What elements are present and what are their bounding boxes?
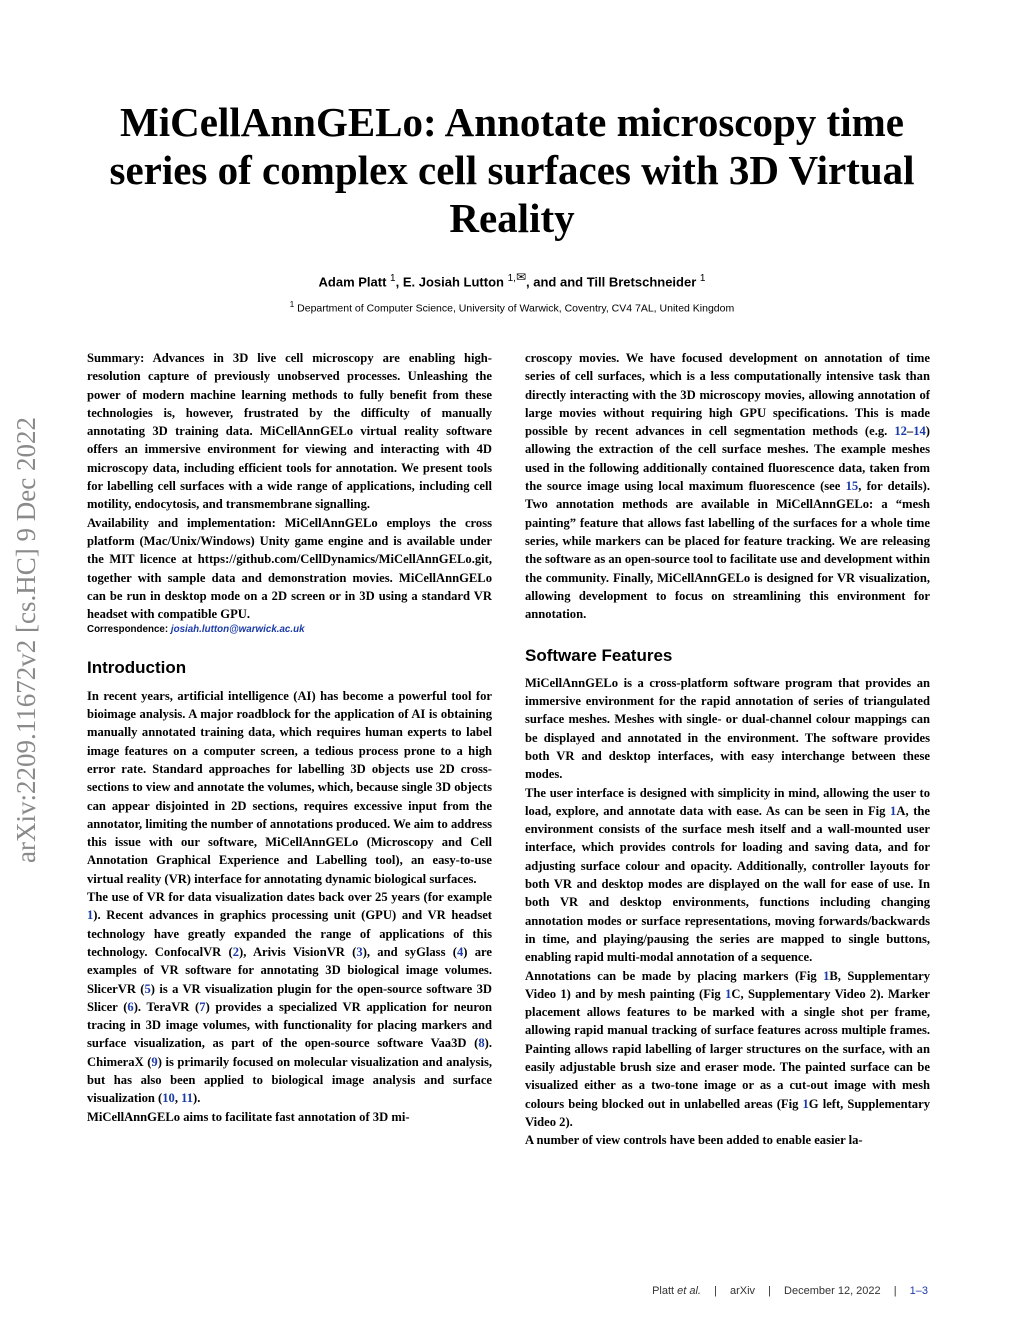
author-separator: , and and [526,274,584,290]
envelope-icon[interactable]: ✉ [515,270,527,284]
software-features-paragraph-4: A number of view controls have been added to enable easier la- [525,1133,863,1148]
intro-paragraph-2 [87,888,492,1108]
text-run: G left, Supplementary Video 2). [525,1096,930,1129]
text-run: A, the environment consists of the surface mesh itself and a wall-mounted user interface, which provides controls for loading and saving data, and for adjusting surface colour and opacity. Additionally, controller layouts for both VR and desktop modes are displayed on the wall for ease of use. In both VR and desktop environments, functions including changing annotation modes or surface representations, moving forwards/backwards in time, and playing/pausing the series are mapped to single buttons, enabling rapid multi-modal annotation of a sequence. [525,803,930,965]
affiliation [0,300,1024,315]
text-run: , [174,1091,182,1106]
intro-paragraph-1: In recent years, artificial intelligence (AI) has become a powerful tool for bioimage analysis. A major roadblock for the application of AI is obtaining manually annotated training data, which requires human experts to label image features on a computer screen, a tedious process prone to a high error rate. Standard approaches for labelling 3D objects use 2D cross-sections to view and annotate the volumes, which, because single 3D objects can appear disjointed in 2D sections, requires excessive input from the annotator, limiting the number of annotations produced. We aim to address this issue with our software, MiCellAnnGELo (Microscopy and Cell Annotation Graphical Experience and Labelling tool), an easy-to-use virtual reality (VR) interface for annotating dynamic biological surfaces. [87,688,492,886]
introduction-heading: Introduction [87,658,187,678]
text-run: ) is a VR visualization plugin for the open-source software 3D Slicer ( [87,981,492,1014]
author-name: Till Bretschneider [586,274,697,290]
citation-link[interactable]: 15 [845,479,859,494]
footer-date: December 12, 2022 [784,1285,881,1297]
paper-title: MiCellAnnGELo: Annotate microscopy time series of complex cell surfaces with 3D Virtual Reality [109,99,915,241]
author-name: Adam Platt [318,274,387,290]
arxiv-identifier-stamp: arXiv:2209.11672v2 [cs.HC] 9 Dec 2022 [11,417,41,863]
citation-link[interactable]: 3 [356,944,363,959]
correspondence-line [87,623,492,637]
figure-link[interactable]: 1 [823,968,830,983]
footer-page-range[interactable]: 1–3 [909,1285,928,1297]
author-affiliation-sup: 1, [507,273,516,284]
software-features-paragraph-1: MiCellAnnGELo is a cross-platform software program that provides an immersive environment for the rapid annotation of series of triangulated surface meshes. Meshes with single- or dual-channel colour mappings can be displayed and annotated in the environment. The software provides both VR and desktop interfaces, with easy interchange between these modes. [525,675,930,782]
text-run: The user interface is designed with simplicity in mind, allowing the user to load, explore, and annotate data with ease. As can be seen in Fig [525,785,930,818]
correspondence-email-link[interactable]: josiah.lutton@warwick.ac.uk [170,624,305,636]
citation-link[interactable]: 14 [913,424,926,439]
footer-etal: et al. [677,1285,701,1297]
citation-link[interactable]: 4 [456,944,464,959]
intro-paragraph-3: MiCellAnnGELo aims to facilitate fast annotation of 3D mi- [87,1109,410,1124]
text-run: ). Recent advances in graphics processing unit (GPU) and VR headset technology have greatly expanded the range of applications of this technology. ConfocalVR ( [87,908,492,959]
intro-continuation-paragraph [525,349,930,623]
text-run: B, Supplementary Video 1) and by mesh painting (Fig [525,968,930,1001]
footer-author: Platt [652,1285,675,1297]
author-list [0,270,1024,289]
text-run: ). [193,1091,201,1106]
text-run: – [906,424,914,439]
software-features-paragraph-3 [525,967,930,1132]
affiliation-text: Department of Computer Science, University of Warwick, Coventry, CV4 7AL, United Kingdom [297,302,735,315]
author-separator: , [395,274,400,290]
correspondence-label: Correspondence: [87,624,169,636]
text-run: , for details). Two annotation methods are available in MiCellAnnGELo: a “mesh painting” feature that allows fast labelling of the surfaces for a whole time series, while markers can be placed for feature tracking. We are releasing the software as an open-source tool to facilitate use and development within the community. Finally, MiCellAnnGELo is designed for VR visualization, allowing development to focus on streamlining this environment for annotation. [525,479,930,622]
text-run: ), Arivis VisionVR ( [239,944,357,959]
figure-link[interactable]: 1 [890,803,897,818]
citation-link[interactable]: 1 [87,908,94,923]
figure-link[interactable]: 1 [802,1096,809,1111]
author-name: E. Josiah Lutton [402,274,504,290]
right-column [525,349,930,1149]
citation-link[interactable]: 11 [181,1091,194,1106]
citation-link[interactable]: 8 [478,1036,485,1051]
text-run: croscopy movies. We have focused development on annotation of time series of cell surfaces, which is a less computationally intensive task than directly interacting with the 3D microscopy movies, allowing annotation of large movies without requiring high GPU specifications. This is made possible by recent advances in cell segmentation methods (e.g. [525,351,930,439]
text-run: ) are examples of VR software for annotating 3D biological image volumes. SlicerVR ( [87,944,492,996]
affiliation-sup: 1 [289,300,295,309]
footer-separator: | [893,1285,897,1297]
footer-separator: | [768,1285,771,1297]
footer-venue: arXiv [729,1285,756,1297]
author-affiliation-sup: 1 [699,273,706,284]
author-affiliation-sup: 1 [390,273,396,284]
citation-link[interactable]: 2 [232,944,240,959]
text-run: C, Supplementary Video 2). Marker placement allows features to be marked with a single shot per frame, allowing rapid manual tracking of surface features across multiple frames. Painting allows rapid labelling of larger structures on the surface, with an easily adjustable brush size and eraser mode. The painted surface can be visualized either as a two-tone image or as a cut-out image with mesh colours being blocked out in unlabelled areas (Fig [525,986,930,1111]
availability-paragraph: Availability and implementation: MiCellAnnGELo employs the cross platform (Mac/Unix/Windows) Unity game engine and is available under the MIT licence at https://github.com/CellDynamics/MiCellAnnGELo.git, together with sample data and demonstration movies. MiCellAnnGELo can be run in desktop mode on a 2D screen or in 3D using a standard VR headset with compatible GPU. [87,515,492,622]
text-run: ). TeraVR ( [133,999,200,1014]
software-features-heading: Software Features [525,646,673,666]
left-column [87,349,492,1126]
citation-link[interactable]: 12 [894,424,907,439]
text-run: The use of VR for data visualization dates back over 25 years (for example [87,890,492,905]
text-run: ) is primarily focused on molecular visualization and analysis, but has also been applied to biological image analysis and surface visualization ( [87,1054,492,1106]
citation-link[interactable]: 6 [127,999,134,1014]
software-features-paragraph-2 [525,784,930,967]
citation-link[interactable]: 10 [162,1091,175,1106]
figure-link[interactable]: 1 [725,986,732,1001]
summary-paragraph: Summary: Advances in 3D live cell microscopy are enabling high-resolution capture of previously unobserved processes. Unleashing the power of modern machine learning methods to fully benefit from these technologies is, however, frustrated by the difficulty of manually annotating 3D training data. MiCellAnnGELo virtual reality software offers an immersive environment for viewing and interacting with 4D microscopy data, including efficient tools for annotation. We present tools for labelling cell surfaces with a wide range of applications, including cell motility, endocytosis, and transmembrane signalling. [87,351,492,512]
text-run: ), and syGlass ( [362,944,457,959]
page-footer [652,1285,928,1297]
citation-link[interactable]: 9 [151,1054,158,1069]
text-run: ) allowing the extraction of the cell surface meshes. The example meshes used in the following additionally contained fluorescence data, taken from the source image using local maximum fluorescence (see [525,424,930,494]
citation-link[interactable]: 7 [199,999,206,1014]
footer-separator: | [714,1285,717,1297]
citation-link[interactable]: 5 [144,981,151,996]
text-run: Annotations can be made by placing markers (Fig [525,968,824,983]
text-run: ) provides a specialized VR application for neuron tracing in 3D image volumes, with functionality for placing markers and surface visualization, as part of the open-source software Vaa3D ( [87,999,492,1051]
text-run: ). ChimeraX ( [87,1036,492,1069]
